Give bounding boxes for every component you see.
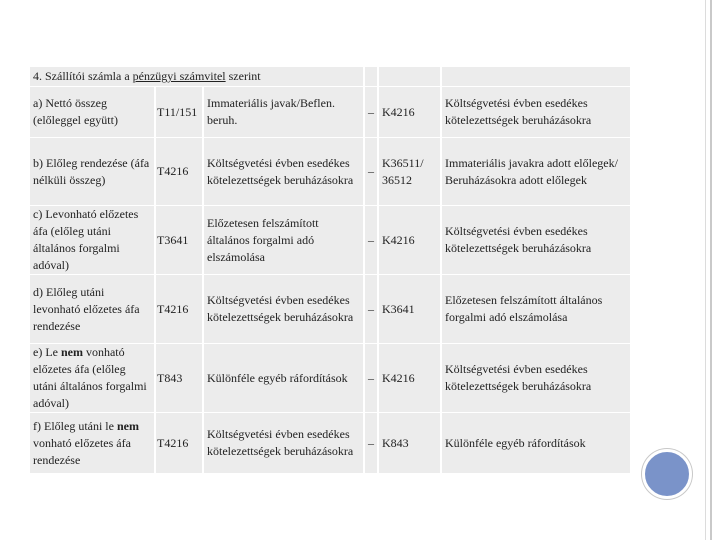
table-title — [30, 67, 363, 86]
credit-account-name: Költségvetési évben esedékes kötelezettségek beruházásokra — [442, 344, 630, 412]
debit-account: T843 — [156, 344, 202, 412]
row-description — [30, 413, 154, 473]
table-row — [30, 413, 630, 473]
debit-account-name: Különféle egyéb ráfordítások — [204, 344, 363, 412]
sign-cell — [365, 206, 377, 274]
table-row — [30, 87, 630, 137]
decorative-circle — [642, 449, 692, 499]
debit-account: T4216 — [156, 275, 202, 343]
header-cell-credit-account — [379, 67, 440, 86]
debit-account-name: Immateriális javak/Beflen. beruh. — [204, 87, 363, 137]
page-right-border — [710, 0, 712, 540]
credit-account-name: Költségvetési évben esedékes kötelezettségek beruházásokra — [442, 206, 630, 274]
desc-bold-nem: nem — [116, 418, 139, 433]
debit-account: T11/151 — [156, 87, 202, 137]
credit-account-name: Immateriális javakra adott előlegek/ Beruházásokra adott előlegek — [442, 138, 630, 205]
credit-account-name: Különféle egyéb ráfordítások — [442, 413, 630, 473]
title-prefix: 4. Szállítói számla a — [33, 69, 133, 83]
minus-sign: – — [368, 301, 374, 316]
credit-account-name: Költségvetési évben esedékes kötelezettségek beruházásokra — [442, 87, 630, 137]
sign-cell — [365, 344, 377, 412]
table-row — [30, 344, 630, 412]
sign-cell — [365, 413, 377, 473]
debit-account-name: Előzetesen felszámított általános forgalmi adó elszámolása — [204, 206, 363, 274]
debit-account: T4216 — [156, 413, 202, 473]
debit-account-name: Költségvetési évben esedékes kötelezettségek beruházásokra — [204, 275, 363, 343]
row-description: c) Levonható előzetes áfa (előleg utáni általános forgalmi adóval) — [30, 206, 154, 274]
desc-prefix: f) Előleg utáni le — [33, 418, 117, 433]
journal-entries-table — [28, 66, 632, 474]
sign-cell — [365, 275, 377, 343]
sign-cell — [365, 87, 377, 137]
row-description — [30, 344, 154, 412]
minus-sign: – — [368, 370, 374, 385]
credit-account: K4216 — [379, 87, 440, 137]
title-underlined: pénzügyi számvitel — [132, 69, 226, 83]
debit-account-name: Költségvetési évben esedékes kötelezettségek beruházásokra — [204, 138, 363, 205]
minus-sign: – — [368, 435, 374, 450]
header-cell-sign — [365, 67, 377, 86]
table-header-row — [30, 67, 630, 86]
credit-account: K36511/ 36512 — [379, 138, 440, 205]
debit-account-name: Költségvetési évben esedékes kötelezettségek beruházásokra — [204, 413, 363, 473]
title-suffix: szerint — [225, 69, 261, 83]
sign-cell — [365, 138, 377, 205]
minus-sign: – — [368, 104, 374, 119]
table-row — [30, 138, 630, 205]
row-description: b) Előleg rendezése (áfa nélküli összeg) — [30, 138, 154, 205]
table-row — [30, 206, 630, 274]
credit-account: K3641 — [379, 275, 440, 343]
desc-prefix: e) Le — [33, 345, 61, 359]
credit-account: K4216 — [379, 206, 440, 274]
desc-suffix: vonható előzetes áfa (előleg utáni általános forgalmi adóval) — [33, 345, 147, 410]
minus-sign: – — [368, 164, 374, 178]
desc-bold-nem: nem — [60, 345, 83, 359]
debit-account: T3641 — [156, 206, 202, 274]
header-cell-credit-name — [442, 67, 630, 86]
minus-sign: – — [368, 232, 374, 247]
page-right-border-inner — [705, 0, 706, 540]
desc-suffix: vonható előzetes áfa rendezése — [33, 435, 131, 467]
debit-account: T4216 — [156, 138, 202, 205]
credit-account-name: Előzetesen felszámított általános forgalmi adó elszámolása — [442, 275, 630, 343]
row-description: d) Előleg utáni levonható előzetes áfa rendezése — [30, 275, 154, 343]
credit-account: K843 — [379, 413, 440, 473]
table-row — [30, 275, 630, 343]
row-description: a) Nettó összeg (előleggel együtt) — [30, 87, 154, 137]
credit-account: K4216 — [379, 344, 440, 412]
